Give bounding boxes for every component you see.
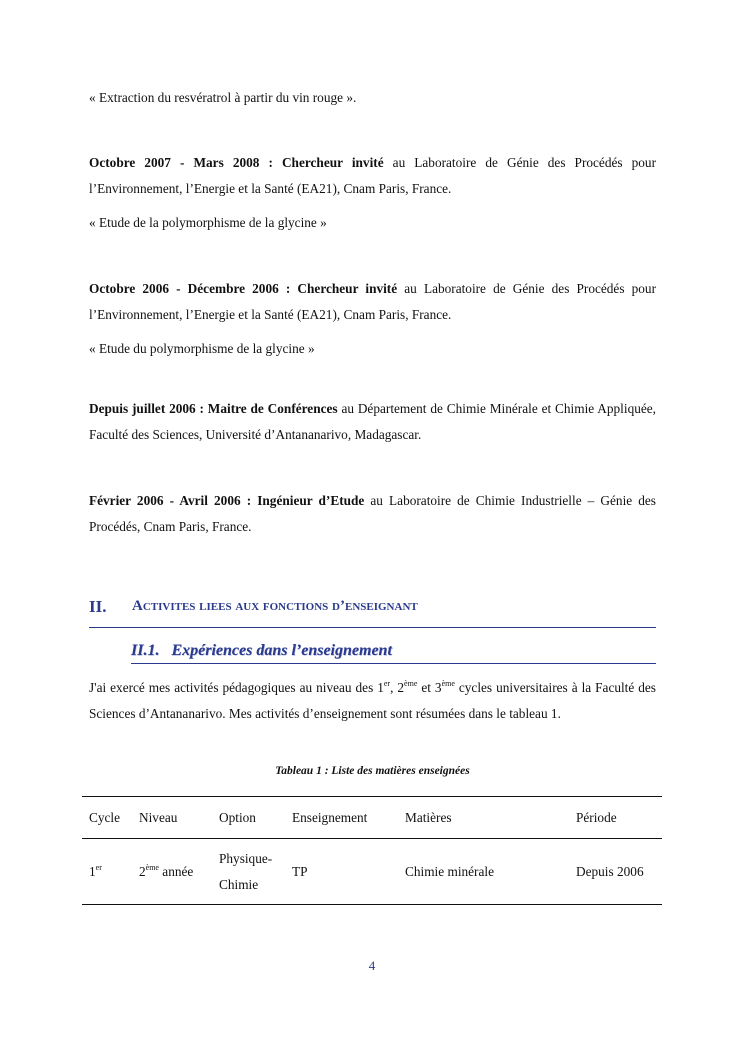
entry-2006-july (89, 396, 656, 448)
entry-date-role: Octobre 2006 - Décembre 2006 : Chercheur invité (89, 281, 398, 296)
section-heading (89, 593, 656, 628)
page-number: 4 (368, 958, 376, 973)
entry-topic-text: « Etude de la polymorphisme de la glycine » (89, 215, 327, 230)
entry-2006-feb (89, 488, 656, 540)
table-row (82, 839, 662, 905)
courses-table (82, 796, 662, 905)
cell-matieres: Chimie minérale (405, 863, 494, 879)
table-caption: Tableau 1 : Liste des matières enseignées (275, 765, 470, 777)
cell-enseignement: TP (292, 863, 308, 879)
entry-resveratrol-topic (89, 85, 656, 111)
header-niveau: Niveau (139, 809, 178, 825)
cell-cycle: 1er (89, 862, 102, 879)
entry-description: au Département de Chimie Minérale et Chimie Appliquée, Faculté des Sciences, Université d’Antananarivo, Madagascar. (89, 401, 656, 442)
intro-paragraph: J'ai exercé mes activités pédagogiques au niveau des 1er, 2ème et 3ème cycles universitaires à la Faculté des Sciences d’Antananarivo. Mes activités d’enseignement sont résumées dans le tableau 1. (89, 679, 656, 721)
section-title: Activites liees aux fonctions d’enseignant (132, 598, 418, 614)
entry-date-role: Octobre 2007 - Mars 2008 : Chercheur invité (89, 155, 384, 170)
entry-2006-dec (89, 276, 656, 328)
section-number: II. (89, 597, 107, 616)
entry-description: au Laboratoire de Chimie Industrielle – Génie des Procédés, Cnam Paris, France. (89, 493, 656, 534)
entry-2007-2008 (89, 150, 656, 202)
header-cycle: Cycle (89, 809, 121, 825)
subsection-heading (131, 642, 656, 664)
header-matieres: Matières (405, 809, 452, 825)
cell-niveau: 2ème année (139, 862, 194, 879)
entry-description: au Laboratoire de Génie des Procédés pour l’Environnement, l’Energie et la Santé (EA21), Cnam Paris, France. (89, 281, 656, 322)
entry-date-role: Depuis juillet 2006 : Maitre de Conférences (89, 401, 338, 416)
table-header-row (82, 797, 662, 839)
entry-description: au Laboratoire de Génie des Procédés pour l’Environnement, l’Energie et la Santé (EA21), Cnam Paris, France. (89, 155, 656, 196)
header-enseignement: Enseignement (292, 809, 368, 825)
subsection-number: II.1. (131, 642, 160, 659)
entry-2007-2008-topic (89, 210, 656, 236)
subsection-title: Expériences dans l’enseignement (171, 642, 392, 659)
entry-date-role: Février 2006 - Avril 2006 : Ingénieur d’Etude (89, 493, 365, 508)
entry-2006-dec-topic (89, 336, 656, 362)
header-option: Option (219, 809, 256, 825)
entry-topic-text: « Extraction du resvératrol à partir du vin rouge ». (89, 90, 357, 105)
entry-topic-text: « Etude du polymorphisme de la glycine » (89, 341, 315, 356)
cell-option: Physique-Chimie (219, 850, 273, 892)
cell-periode: Depuis 2006 (576, 863, 644, 879)
header-periode: Période (576, 809, 617, 825)
